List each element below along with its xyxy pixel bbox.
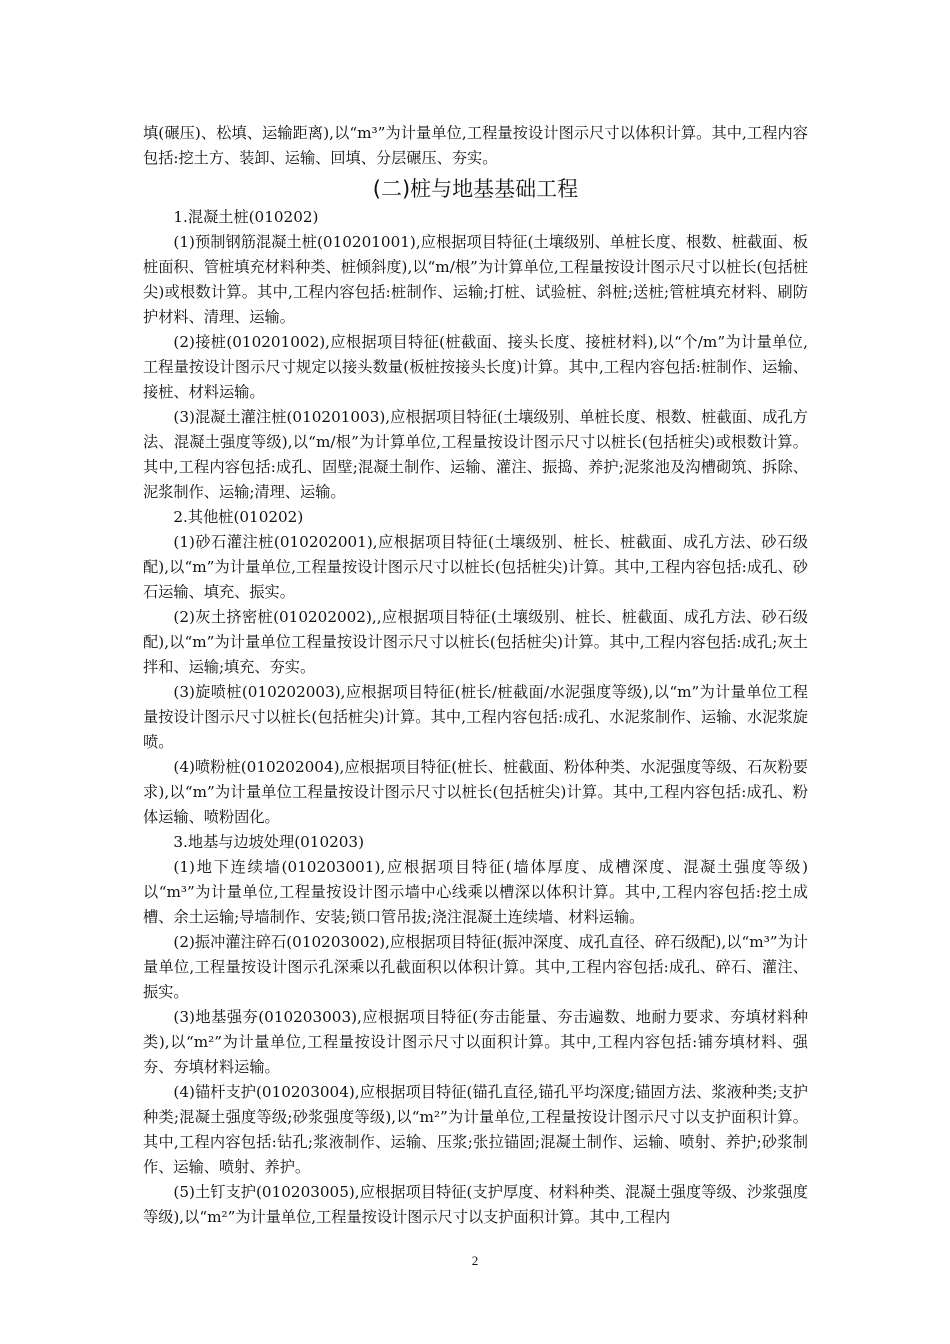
intro-paragraph: 填(碾压)、松填、运输距离),以“m³”为计量单位,工程量按设计图示尺寸以体积计算。其中,工程内容包括:挖土方、装卸、运输、回填、分层碾压、夯实。 <box>143 124 808 167</box>
paragraph: (4)喷粉桩(010202004),应根据项目特征(桩长、桩截面、粉体种类、水泥强度等级、石灰粉要求),以“m”为计量单位工程量按设计图示尺寸以桩长(包括桩尖)计算。其中,工程内容包括:成孔、粉体运输、喷粉固化。 <box>143 758 808 826</box>
paragraph: (2)接桩(010201002),应根据项目特征(桩截面、接头长度、接桩材料),以“个/m”为计量单位,工程量按设计图示尺寸规定以接头数量(板桩按接头长度)计算。其中,工程内容包括:桩制作、运输、接桩、材料运输。 <box>143 333 808 401</box>
paragraph: (2)振冲灌注碎石(010203002),应根据项目特征(振冲深度、成孔直径、碎石级配),以“m³”为计量单位,工程量按设计图示孔深乘以孔截面积以体积计算。其中,工程内容包括:成孔、碎石、灌注、振实。 <box>143 933 808 1001</box>
paragraph: (3)旋喷桩(010202003),应根据项目特征(桩长/桩截面/水泥强度等级),以“m”为计量单位工程量按设计图示尺寸以桩长(包括桩尖)计算。其中,工程内容包括:成孔、水泥浆制作、运输、水泥浆旋喷。 <box>143 683 808 751</box>
section-title: (二)桩与地基基础工程 <box>372 177 579 201</box>
paragraph: (1)地下连续墙(010203001),应根据项目特征(墙体厚度、成槽深度、混凝土强度等级)以“m³”为计量单位,工程量按设计图示墙中心线乘以槽深以体积计算。其中,工程内容包括:挖土成槽、余土运输;导墙制作、安装;锁口管吊拔;浇注混凝土连续墙、材料运输。 <box>143 858 808 926</box>
page-content <box>143 121 808 1230</box>
paragraph: (3)地基强夯(010203003),应根据项目特征(夯击能量、夯击遍数、地耐力要求、夯填材料种类),以“m²”为计量单位,工程量按设计图示尺寸以面积计算。其中,工程内容包括:铺夯填材料、强夯、夯填材料运输。 <box>143 1008 808 1076</box>
paragraph-heading-other-piles: 2.其他桩(010202) <box>173 508 304 526</box>
page-number: 2 <box>471 1253 479 1268</box>
paragraph: (4)锚杆支护(010203004),应根据项目特征(锚孔直径,锚孔平均深度;锚固方法、浆液种类;支护种类;混凝土强度等级;砂浆强度等级),以“m²”为计量单位,工程量按设计图示尺寸以支护面积计算。其中,工程内容包括:钻孔;浆液制作、运输、压浆;张拉锚固;混凝土制作、运输、喷射、养护;砂浆制作、运输、喷射、养护。 <box>143 1083 808 1176</box>
paragraph-heading-concrete-piles: 1.混凝土桩(010202) <box>173 208 319 226</box>
paragraph: (3)混凝土灌注桩(010201003),应根据项目特征(土壤级别、单桩长度、根数、桩截面、成孔方法、混凝土强度等级),以“m/根”为计算单位,工程量按设计图示尺寸以桩长(包括桩尖)或根数计算。其中,工程内容包括:成孔、固壁;混凝土制作、运输、灌注、振捣、养护;泥浆池及沟槽砌筑、拆除、泥浆制作、运输;清理、运输。 <box>143 408 808 501</box>
paragraph: (1)预制钢筋混凝土桩(010201001),应根据项目特征(土壤级别、单桩长度、根数、桩截面、板桩面积、管桩填充材料种类、桩倾斜度),以“m/根”为计算单位,工程量按设计图示尺寸以桩长(包括桩尖)或根数计算。其中,工程内容包括:桩制作、运输;打桩、试验桩、斜桩;送桩;管桩填充材料、刷防护材料、清理、运输。 <box>143 233 808 326</box>
paragraph-heading-foundation-slope: 3.地基与边坡处理(010203) <box>173 833 365 851</box>
paragraph: (5)土钉支护(010203005),应根据项目特征(支护厚度、材料种类、混凝土强度等级、沙浆强度等级),以“m²”为计量单位,工程量按设计图示尺寸以支护面积计算。其中,工程内 <box>143 1183 808 1226</box>
paragraph: (2)灰土挤密桩(010202002),,应根据项目特征(土壤级别、桩长、桩截面、成孔方法、砂石级配),以“m”为计量单位工程量按设计图示尺寸以桩长(包括桩尖)计算。其中,工程内容包括:成孔;灰土拌和、运输;填充、夯实。 <box>143 608 808 676</box>
paragraph: (1)砂石灌注桩(010202001),应根据项目特征(土壤级别、桩长、桩截面、成孔方法、砂石级配),以“m”为计量单位,工程量按设计图示尺寸以桩长(包括桩尖)计算。其中,工程内容包括:成孔、砂石运输、填充、振实。 <box>143 533 808 601</box>
